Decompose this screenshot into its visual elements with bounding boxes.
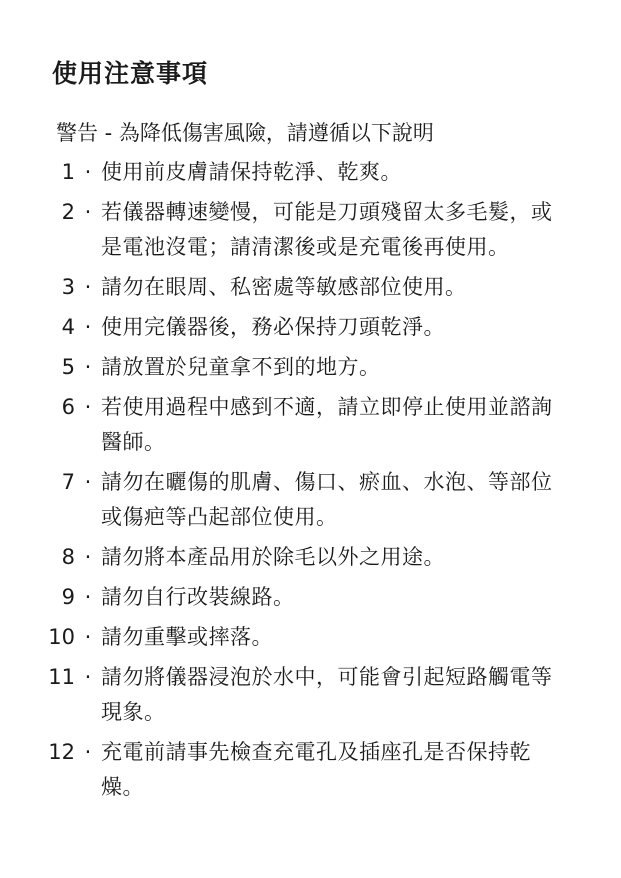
item-number: 7 [61, 470, 75, 494]
item-text: 使用前皮膚請保持乾淨、乾爽。 [101, 160, 402, 184]
item-number: 4 [61, 315, 75, 339]
item-separator: · [84, 740, 92, 764]
list-item [0, 580, 621, 615]
item-number: 12 [48, 740, 75, 764]
list-item [0, 350, 621, 385]
item-separator: · [84, 315, 92, 339]
item-number: 3 [61, 275, 75, 299]
item-separator: · [84, 585, 92, 609]
item-separator: · [84, 665, 92, 689]
item-separator: · [84, 200, 92, 224]
list-item [0, 310, 621, 345]
item-text: 請勿自行改裝線路。 [101, 585, 295, 609]
item-number: 8 [61, 545, 75, 569]
item-text: 請勿將本產品用於除毛以外之用途。 [101, 545, 445, 569]
item-text: 請勿在曬傷的肌膚、傷口、瘀血、水泡、等部位或傷疤等凸起部位使用。 [101, 470, 553, 529]
item-text: 若使用過程中感到不適，請立即停止使用並諮詢醫師。 [101, 395, 553, 454]
item-separator: · [84, 545, 92, 569]
item-separator: · [84, 160, 92, 184]
item-text: 請放置於兒童拿不到的地方。 [101, 355, 381, 379]
item-separator: · [84, 275, 92, 299]
item-number: 10 [48, 625, 75, 649]
item-text: 請勿重擊或摔落。 [101, 625, 273, 649]
list-item [0, 735, 621, 805]
list-item [0, 660, 621, 730]
list-item [0, 540, 621, 575]
item-separator: · [84, 395, 92, 419]
item-number: 1 [61, 160, 75, 184]
item-number: 5 [61, 355, 75, 379]
list-item [0, 465, 621, 535]
page-title: 使用注意事項 [52, 59, 209, 88]
list-item [0, 155, 621, 190]
item-text: 充電前請事先檢查充電孔及插座孔是否保持乾燥。 [101, 740, 531, 799]
item-separator: · [84, 625, 92, 649]
list-item [0, 620, 621, 655]
item-text: 若儀器轉速變慢，可能是刀頭殘留太多毛髮，或是電池沒電；請清潔後或是充電後再使用。 [101, 200, 553, 259]
precautions-list [0, 155, 621, 810]
item-text: 請勿將儀器浸泡於水中，可能會引起短路觸電等現象。 [101, 665, 553, 724]
item-number: 11 [48, 665, 75, 689]
list-item [0, 195, 621, 265]
item-text: 請勿在眼周、私密處等敏感部位使用。 [101, 275, 467, 299]
warning-text: 警告 - 為降低傷害風險，請遵循以下說明 [56, 121, 434, 145]
list-item [0, 270, 621, 305]
item-separator: · [84, 355, 92, 379]
item-number: 6 [61, 395, 75, 419]
list-item [0, 390, 621, 460]
item-text: 使用完儀器後，務必保持刀頭乾淨。 [101, 315, 445, 339]
item-number: 9 [61, 585, 75, 609]
item-number: 2 [61, 200, 75, 224]
item-separator: · [84, 470, 92, 494]
